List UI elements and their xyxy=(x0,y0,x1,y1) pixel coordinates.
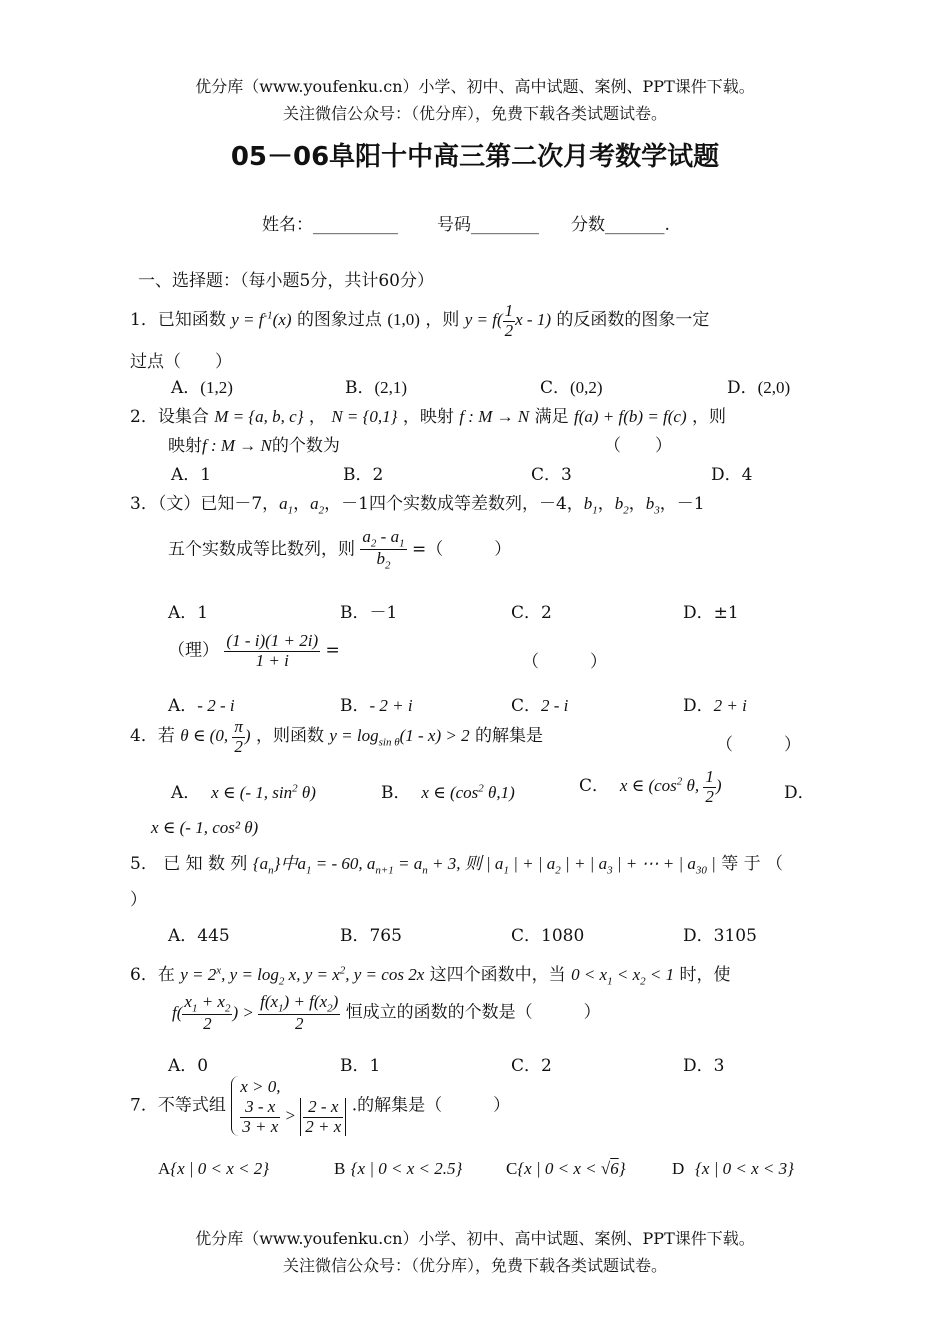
q1-text-b: 的图象过点 xyxy=(296,310,382,331)
q4-log-function: $y = \log_{sin \theta}(1 - x) > 2$ xyxy=(329,726,470,749)
q3-li-option-c: C．2 - i xyxy=(511,696,569,716)
header-line-1: 优分库（www.youfenku.cn）小学、初中、高中试题、案例、PPT课件下载。 xyxy=(195,77,755,96)
q1-formula-func: y = f( $\frac{1}{2}$ x - 1) xyxy=(464,301,552,340)
q3-li: （理） $\frac{(1 - i)(1 + 2i)}{1 + i}$ = xyxy=(168,631,340,670)
q4-option-d-value: x ∈ (- 1, cos² θ) xyxy=(151,818,259,837)
q6-inequality: f( $\frac{x_1 + x_2}{2}$ ) > $\frac{f(x_1) + f(x_2)}{2}$ xyxy=(172,992,339,1034)
q3-option-a: A．1 xyxy=(168,603,209,623)
q5-option-a: A．445 xyxy=(168,926,230,946)
q5-option-d: D．3105 xyxy=(683,926,757,946)
question-6: 6．在 $y = 2^x$, $y = \log_2 x$, $y = x^2$, y = cos 2x 这四个函数中，当 $0 < x_1 < x_2 < 1$ 时，使 xyxy=(130,964,731,988)
q2-set-m: M = {a, b, c} xyxy=(214,407,304,426)
q6-option-b: B．1 xyxy=(340,1056,381,1076)
q3-option-b: B．－1 xyxy=(340,603,398,623)
q5-sequence: $\{a_n\}$中$a_1$ = - 60, $a_{n+1} = a_n + 3$, 则 | $a_1$ | + | $a_2$ | + | $a_3$ | + ⋯ + | $a_{30}$ | xyxy=(252,854,716,877)
q3-li-option-b: B．- 2 + i xyxy=(340,696,413,716)
q6-line-2: f( $\frac{x_1 + x_2}{2}$ ) > $\frac{f(x_1) + f(x_2)}{2}$ 恒成立的函数的个数是（ ） xyxy=(172,992,601,1034)
footer-line-1: 优分库（www.youfenku.cn）小学、初中、高中试题、案例、PPT课件下载。 xyxy=(195,1229,755,1248)
q6-option-d: D．3 xyxy=(683,1056,725,1076)
q2-option-c: C．3 xyxy=(531,465,572,485)
q6-option-c: C．2 xyxy=(511,1056,552,1076)
q1-formula-inverse: $y = f^{-1}(x)$ xyxy=(231,309,292,330)
q3-fraction: $\frac{a_2 - a_1}{b_2}$ xyxy=(362,527,405,572)
q4-theta-range: θ ∈ (0, $\frac{\pi}{2}$ ) xyxy=(180,717,251,756)
q2-mapping: f : M → N xyxy=(459,407,530,426)
q1-text-c: ，则 xyxy=(425,310,460,331)
q2-line-2: 映射f : M → N的个数为 xyxy=(168,436,340,456)
q3-li-option-a: A．- 2 - i xyxy=(168,696,235,716)
section-heading: 一、选择题：（每小题5分，共计60分） xyxy=(138,271,434,291)
q1-text-e: 过点（ ） xyxy=(130,352,232,372)
question-7: 7．不等式组 x > 0, $\frac{3 - x}{3 + x}$ > $\frac{2 - x}{2 + x}$ .的解集是（ ） xyxy=(130,1077,511,1136)
q7-system: x > 0, $\frac{3 - x}{3 + x}$ > $\frac{2 - x}{2 + x}$ xyxy=(231,1076,346,1136)
question-2: 2．设集合 M = {a, b, c} ， N = {0,1} ，映射 f : M → N 满足 f(a) + f(b) = f(c) ，则 xyxy=(130,407,727,427)
q3-option-d: D．±1 xyxy=(683,603,739,623)
q5-close-paren: ） xyxy=(130,890,147,910)
q7-option-c: C{x | 0 < x < √6} xyxy=(506,1159,626,1178)
q3-line-2: 五个实数成等比数列，则 $\frac{a_2 - a_1}{b_2}$ =（ ） xyxy=(168,527,512,572)
q7-option-b: B {x | 0 < x < 2.5} xyxy=(334,1159,463,1178)
q6-functions: $y = 2^x$, $y = \log_2 x$, $y = x^2$, y = cos 2x xyxy=(180,964,425,988)
q6-range: $0 < x_1 < x_2 < 1$ xyxy=(571,965,675,988)
footer-line-2: 关注微信公众号：（优分库），免费下载各类试题试卷。 xyxy=(282,1256,667,1275)
q5-option-c: C．1080 xyxy=(511,926,585,946)
question-4: 4．若 θ ∈ (0, $\frac{\pi}{2}$ ) ，则函数 $y = \log_{sin \theta}(1 - x) > 2$ 的解集是 xyxy=(130,717,544,756)
question-5: 5． 已 知 数 列 $\{a_n\}$中$a_1$ = - 60, $a_{n+1} = a_n + 3$, 则 | $a_1$ | + | $a_2$ | + | $a_3$ | + ⋯ + | $a_{30}$ | 等 于 （ xyxy=(130,854,784,877)
q2-condition: f(a) + f(b) = f(c) xyxy=(574,407,687,426)
number-field: 号码________ xyxy=(437,215,539,235)
q4-option-c: C． x ∈ ($\cos^2$ θ, $\frac{1}{2}$ ) xyxy=(579,767,722,806)
header-line-2: 关注微信公众号：（优分库），免费下载各类试题试卷。 xyxy=(282,104,667,123)
q3-li-paren: （ ） xyxy=(522,652,607,672)
q4-paren: （ ） xyxy=(716,735,801,755)
score-field: 分数_______. xyxy=(571,215,670,235)
q3-li-fraction: $\frac{(1 - i)(1 + 2i)}{1 + i}$ xyxy=(226,631,319,670)
q2-option-d: D．4 xyxy=(711,465,753,485)
q7-option-d: D {x | 0 < x < 3} xyxy=(672,1159,794,1178)
q4-option-d: D． xyxy=(784,783,815,803)
q1-option-a: A．(1,2) xyxy=(171,378,233,398)
q1-option-b: B．(2,1) xyxy=(345,378,408,398)
q3-li-option-d: D．2 + i xyxy=(683,696,747,716)
question-1 xyxy=(130,302,709,340)
q1-text-d: 的反函数的图象一定 xyxy=(556,310,710,331)
q6-option-a: A．0 xyxy=(168,1056,209,1076)
q2-option-a: A．1 xyxy=(171,465,212,485)
q4-option-b: B． x ∈ ($\cos^2$ θ,1) xyxy=(381,782,515,803)
q1-text-a: 1．已知函数 xyxy=(130,310,226,331)
page-title: 05－06阜阳十中高三第二次月考数学试题 xyxy=(230,142,720,172)
question-3: 3．（文）已知－7，$a_1$，$a_2$，－1四个实数成等差数列，－4，$b_1$，$b_2$，$b_3$，－1 xyxy=(130,494,705,517)
q1-point: (1,0) xyxy=(387,310,420,330)
q5-option-b: B．765 xyxy=(340,926,402,946)
q7-option-a: A{x | 0 < x < 2} xyxy=(158,1159,270,1178)
name-field: 姓名：__________ xyxy=(262,215,398,235)
q1-option-c: C．(0,2) xyxy=(540,378,603,398)
q2-set-n: N = {0,1} xyxy=(331,407,398,426)
q4-option-a: A． x ∈ (- 1, $\sin^2 \theta$) xyxy=(171,782,316,803)
q3-option-c: C．2 xyxy=(511,603,552,623)
q2-option-b: B．2 xyxy=(343,465,384,485)
q2-paren: （ ） xyxy=(604,436,672,456)
q1-option-d: D．(2,0) xyxy=(727,378,791,398)
